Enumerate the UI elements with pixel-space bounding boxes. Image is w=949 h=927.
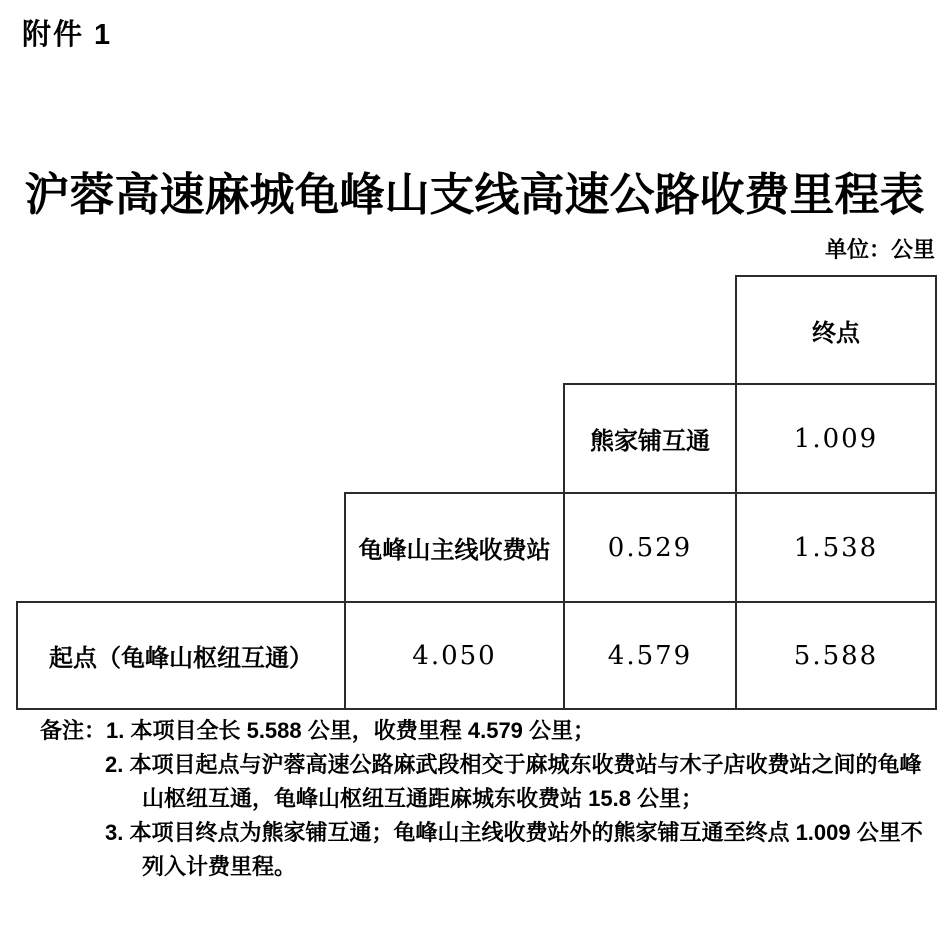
note-line-1 — [40, 714, 937, 748]
table-value-toll-endpoint: 1.538 — [735, 492, 937, 603]
mileage-stair-table — [16, 275, 937, 710]
notes-section — [40, 714, 937, 884]
notes-label: 备注： — [40, 718, 107, 743]
table-row-label-guifengshan-toll: 龟峰山主线收费站 — [344, 492, 565, 603]
table-value-start-xiongjiapu: 4.579 — [563, 601, 737, 710]
attachment-label: 附件 1 — [22, 19, 113, 51]
table-value-xiongjiapu-endpoint: 1.009 — [735, 383, 937, 494]
note-item-2: 2. 本项目起点与沪蓉高速公路麻武段相交于麻城东收费站与木子店收费站之间的龟峰山枢纽互通，龟峰山枢纽互通距麻城东收费站 15.8 公里； — [105, 752, 922, 811]
table-value-toll-xiongjiapu: 0.529 — [563, 492, 737, 603]
table-row-label-start: 起点（龟峰山枢纽互通） — [16, 601, 346, 710]
table-value-start-toll: 4.050 — [344, 601, 565, 710]
note-item-1: 1. 本项目全长 5.588 公里，收费里程 4.579 公里； — [106, 718, 596, 743]
page-title: 沪蓉高速麻城龟峰山支线高速公路收费里程表 — [24, 169, 925, 221]
table-header-endpoint: 终点 — [735, 275, 937, 385]
table-row-label-xiongjiapu: 熊家铺互通 — [563, 383, 737, 494]
table-value-start-endpoint: 5.588 — [735, 601, 937, 710]
note-item-3: 3. 本项目终点为熊家铺互通；龟峰山主线收费站外的熊家铺互通至终点 1.009 公里不列入计费里程。 — [105, 820, 923, 879]
unit-label: 单位：公里 — [824, 237, 935, 262]
